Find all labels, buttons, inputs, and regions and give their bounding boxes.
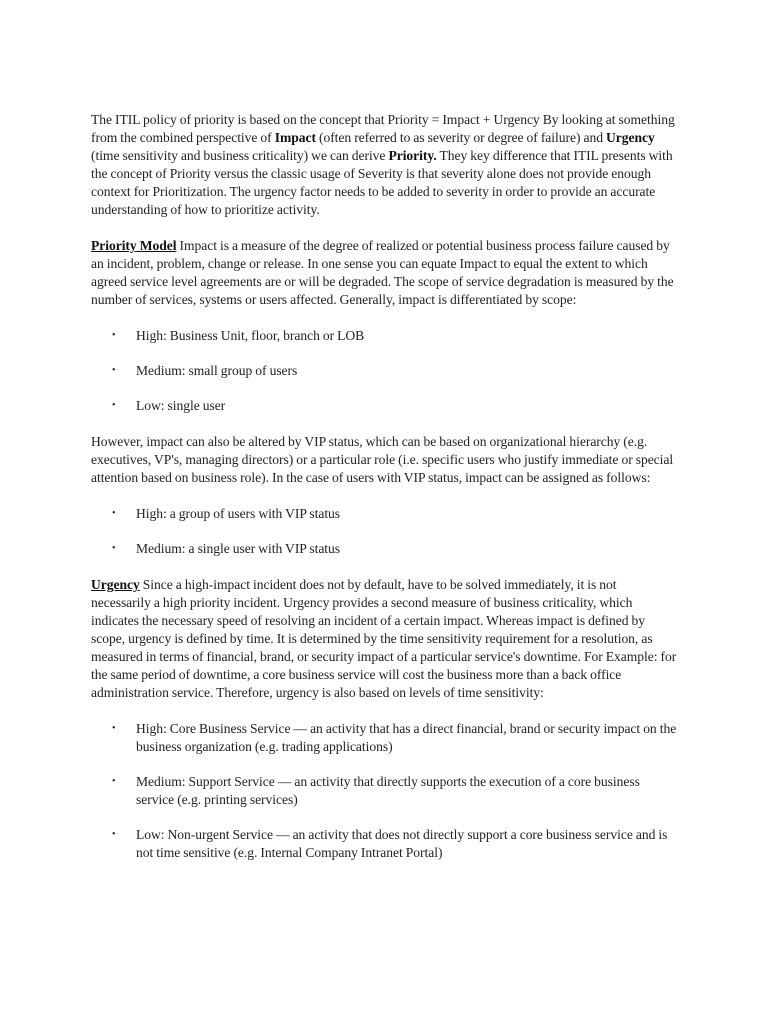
list-item (91, 362, 677, 380)
impact-scope-list (91, 327, 677, 415)
bullet-icon: • (112, 330, 116, 341)
urgency-paragraph (91, 576, 677, 702)
urgency-heading: Urgency (91, 577, 140, 592)
list-item (91, 826, 677, 862)
urgency-text: Since a high-impact incident does not by default, have to be solved immediately, it is not necessarily a high priority incident. Urgency provides a second measure of business criticality, which indicates the necessary speed of resolving an incident of a certain impact. Whereas impact is defined by scope, urgency is defined by time. It is determined by the time sensitivity requirement for a resolution, as measured in terms of financial, brand, or security impact of a particular service's downtime. For Example: for the same period of downtime, a core business service will cost the business more than a back office administration service. Therefore, urgency is also based on levels of time sensitivity: (91, 577, 677, 700)
intro-text-1: The ITIL policy of priority is based on the concept that Priority = Impact + Urgency By looking at something from the combined perspective of (91, 112, 675, 145)
list-item-text: High: Core Business Service — an activity that has a direct financial, brand or security impact on the business organization (e.g. trading applications) (136, 721, 677, 754)
intro-urgency-term: Urgency (606, 130, 655, 145)
bullet-icon: • (112, 543, 116, 554)
document-page (91, 111, 677, 880)
urgency-level-list (91, 720, 677, 862)
list-item-text: Low: single user (136, 398, 226, 413)
priority-model-paragraph (91, 237, 677, 309)
intro-impact-term: Impact (274, 130, 316, 145)
list-item (91, 540, 677, 558)
list-item (91, 505, 677, 523)
list-item (91, 720, 677, 756)
priority-model-text: Impact is a measure of the degree of realized or potential business process failure caused by an incident, problem, change or release. In one sense you can equate Impact to equal the extent to which agreed service level agreements are or will be degraded. The scope of service degradation is measured by the number of services, systems or users affected. Generally, impact is differentiated by scope: (91, 238, 674, 307)
intro-paragraph (91, 111, 677, 219)
bullet-icon: • (112, 508, 116, 519)
vip-paragraph: However, impact can also be altered by VIP status, which can be based on organizational hierarchy (e.g. executives, VP's, managing directors) or a particular role (i.e. specific users who justify immediate or special attention based on business role). In the case of users with VIP status, impact can be assigned as follows: (91, 434, 674, 485)
intro-priority-term: Priority. (388, 148, 437, 163)
list-item (91, 327, 677, 345)
list-item-text: Low: Non-urgent Service — an activity that does not directly support a core business service and is not time sensitive (e.g. Internal Company Intranet Portal) (136, 827, 668, 860)
priority-model-heading: Priority Model (91, 238, 177, 253)
intro-text-3: (time sensitivity and business criticality) we can derive (91, 148, 389, 163)
bullet-icon: • (112, 776, 116, 787)
list-item-text: Medium: a single user with VIP status (136, 541, 341, 556)
list-item-text: High: a group of users with VIP status (136, 506, 341, 521)
bullet-icon: • (112, 723, 116, 734)
bullet-icon: • (112, 365, 116, 376)
list-item-text: Medium: Support Service — an activity that directly supports the execution of a core business service (e.g. printing services) (136, 774, 640, 807)
intro-text-2: (often referred to as severity or degree of failure) and (315, 130, 607, 145)
list-item-text: Medium: small group of users (136, 363, 298, 378)
vip-list (91, 505, 677, 558)
list-item-text: High: Business Unit, floor, branch or LOB (136, 328, 365, 343)
bullet-icon: • (112, 400, 116, 411)
bullet-icon: • (112, 829, 116, 840)
list-item (91, 773, 677, 809)
list-item (91, 397, 677, 415)
intro-text-4: They key difference that ITIL presents with the concept of Priority versus the classic usage of Severity is that severity alone does not provide enough context for Prioritization. The urgency factor needs to be added to severity in order to provide an accurate understanding of how to prioritize activity. (91, 148, 673, 217)
